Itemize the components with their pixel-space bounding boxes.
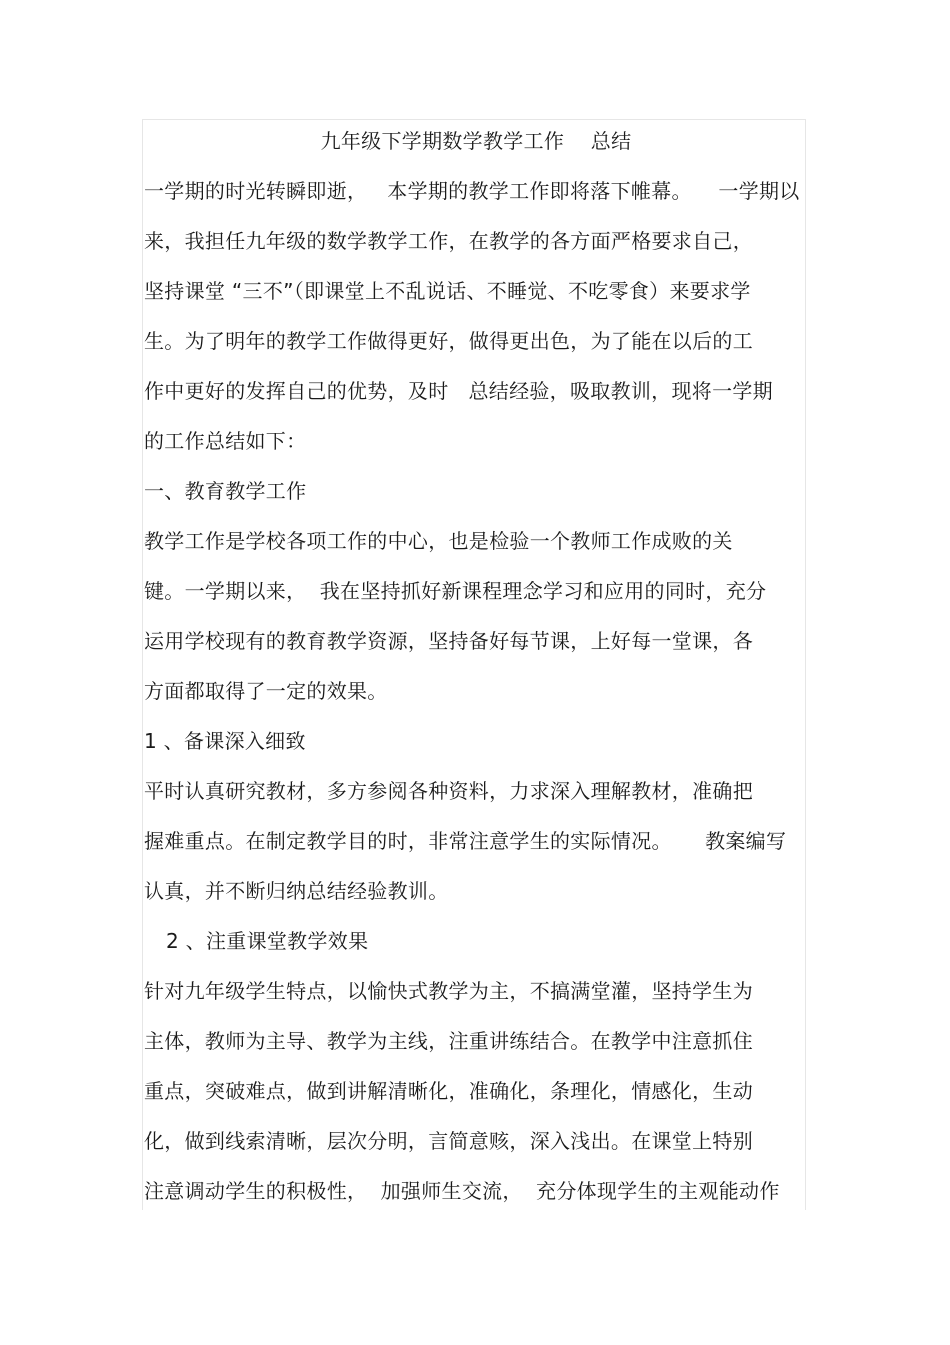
body-line: 平时认真研究教材，多方参阅各种资料，力求深入理解教材，准确把 <box>144 779 753 803</box>
body-line: 一学期的时光转瞬即逝， 本学期的教学工作即将落下帷幕。 一学期以 <box>144 179 800 203</box>
body-line: 针对九年级学生特点，以愉快式教学为主，不搞满堂灌，坚持学生为 <box>144 979 753 1003</box>
body-line: 运用学校现有的教育教学资源，坚持备好每节课，上好每一堂课，各 <box>144 629 753 653</box>
body-line: 握难重点。在制定教学目的时，非常注意学生的实际情况。 教案编写 <box>144 829 787 853</box>
body-line: 键。一学期以来， 我在坚持抓好新课程理念学习和应用的同时，充分 <box>144 579 767 603</box>
body-line: 的工作总结如下： <box>144 429 307 453</box>
body-line: 坚持课堂 “三不”（即课堂上不乱说话、不睡觉、不吃零食）来要求学 <box>144 279 751 303</box>
body-line: 教学工作是学校各项工作的中心，也是检验一个教师工作成败的关 <box>144 529 733 553</box>
body-line: 注意调动学生的积极性， 加强师生交流， 充分体现学生的主观能动作 <box>144 1179 780 1203</box>
body-line: 生。为了明年的教学工作做得更好，做得更出色，为了能在以后的工 <box>144 329 753 353</box>
body-line: 认真，并不断归纳总结经验教训。 <box>144 879 449 903</box>
subsection-heading: 2 、注重课堂教学效果 <box>166 929 369 953</box>
body-line: 来，我担任九年级的数学教学工作，在教学的各方面严格要求自己， <box>144 229 753 253</box>
subsection-heading: 1 、备课深入细致 <box>144 729 306 753</box>
section-heading: 一、教育教学工作 <box>144 479 307 503</box>
body-line: 化，做到线索清晰，层次分明，言简意赅，深入浅出。在课堂上特别 <box>144 1129 753 1153</box>
body-line: 方面都取得了一定的效果。 <box>144 679 388 703</box>
document-title: 九年级下学期数学教学工作 总结 <box>320 129 632 153</box>
body-line: 主体，教师为主导、教学为主线，注重讲练结合。在教学中注意抓住 <box>144 1029 753 1053</box>
body-line: 作中更好的发挥自己的优势，及时 总结经验，吸取教训，现将一学期 <box>144 379 773 403</box>
body-line: 重点，突破难点，做到讲解清晰化，准确化，条理化，情感化，生动 <box>144 1079 753 1103</box>
